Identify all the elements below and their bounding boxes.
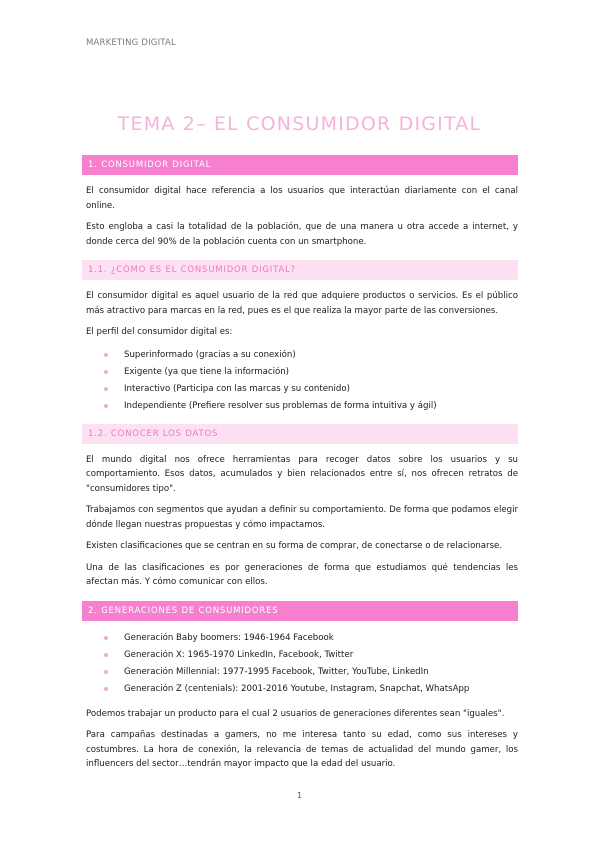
list-item (104, 381, 518, 398)
paragraph: El perfil del consumidor digital es: (86, 327, 233, 337)
generations-bullet-list (82, 630, 518, 698)
list-item-text: Superinformado (gracias a su conexión) (124, 349, 296, 360)
list-item-text: Generación Millennial: 1977-1995 Facebook, Twitter, YouTube, LinkedIn (124, 666, 429, 677)
list-item (104, 681, 518, 698)
bullet-icon (104, 404, 108, 408)
list-item (104, 647, 518, 664)
list-item-text: Generación X: 1965-1970 LinkedIn, Facebook, Twitter (124, 649, 354, 660)
section-heading-generaciones: 2. GENERACIONES DE CONSUMIDORES (82, 601, 518, 621)
profile-bullet-list (82, 347, 518, 415)
list-item (104, 398, 518, 415)
list-item (104, 364, 518, 381)
document-title: TEMA 2– EL CONSUMIDOR DIGITAL (117, 113, 482, 135)
list-item-text: Independiente (Prefiere resolver sus problemas de forma intuitiva y ágil) (124, 400, 437, 411)
paragraph: El consumidor digital es aquel usuario de la red que adquiere productos o servicios. Es el público más atractivo para marcas en la red, pues es el que realiza la mayor parte de las conversiones. (86, 291, 518, 316)
paragraph: Trabajamos con segmentos que ayudan a definir su comportamiento. De forma que podamos elegir dónde llegan nuestras propuestas y cómo impactamos. (86, 505, 518, 530)
paragraph: Para campañas destinadas a gamers, no me interesa tanto su edad, como sus intereses y costumbres. La hora de conexión, la relevancia de temas de actualidad del mundo gamer, los influencers del sector…tendrán mayor impacto que la edad del usuario. (86, 730, 518, 769)
paragraph: Podemos trabajar un producto para el cual 2 usuarios de generaciones diferentes sean "iguales". (86, 708, 505, 719)
document-body (82, 155, 518, 779)
list-item (104, 347, 518, 364)
paragraph: Esto engloba a casi la totalidad de la población, que de una manera u otra accede a internet, y donde cerca del 90% de la población cuenta con un smartphone. (86, 222, 518, 247)
list-item-text: Exigente (ya que tiene la información) (124, 366, 290, 377)
bullet-icon (104, 670, 108, 674)
section-heading-consumidor-digital: 1. CONSUMIDOR DIGITAL (82, 155, 518, 175)
bullet-icon (104, 687, 108, 691)
paragraph: El consumidor digital hace referencia a los usuarios que interactúan diariamente con el canal online. (86, 186, 518, 211)
bullet-icon (104, 653, 108, 657)
running-header: MARKETING DIGITAL (86, 38, 176, 48)
page-number: 1 (296, 791, 303, 800)
bullet-icon (104, 636, 108, 640)
list-item-text: Generación Z (centenials): 2001-2016 Youtube, Instagram, Snapchat, WhatsApp (124, 683, 470, 694)
subsection-heading-como-es: 1.1. ¿CÓMO ES EL CONSUMIDOR DIGITAL? (82, 260, 518, 280)
bullet-icon (104, 370, 108, 374)
paragraph: Una de las clasificaciones es por generaciones de forma que estudiamos qué tendencias les afectan más. Y cómo comunicar con ellos. (86, 562, 518, 587)
bullet-icon (104, 353, 108, 357)
list-item (104, 664, 518, 681)
paragraph: El mundo digital nos ofrece herramientas para recoger datos sobre los usuarios y su comportamiento. Esos datos, acumulados y bien relacionados entre sí, nos ofrecen retratos de "consumidores tipo". (86, 454, 518, 494)
list-item-text: Generación Baby boomers: 1946-1964 Facebook (124, 632, 334, 643)
subsection-heading-conocer-datos: 1.2. CONOCER LOS DATOS (82, 424, 518, 444)
list-item (104, 630, 518, 647)
list-item-text: Interactivo (Participa con las marcas y su contenido) (124, 383, 350, 394)
paragraph: Existen clasificaciones que se centran en su forma de comprar, de conectarse o de relacionarse. (86, 541, 503, 551)
bullet-icon (104, 387, 108, 391)
